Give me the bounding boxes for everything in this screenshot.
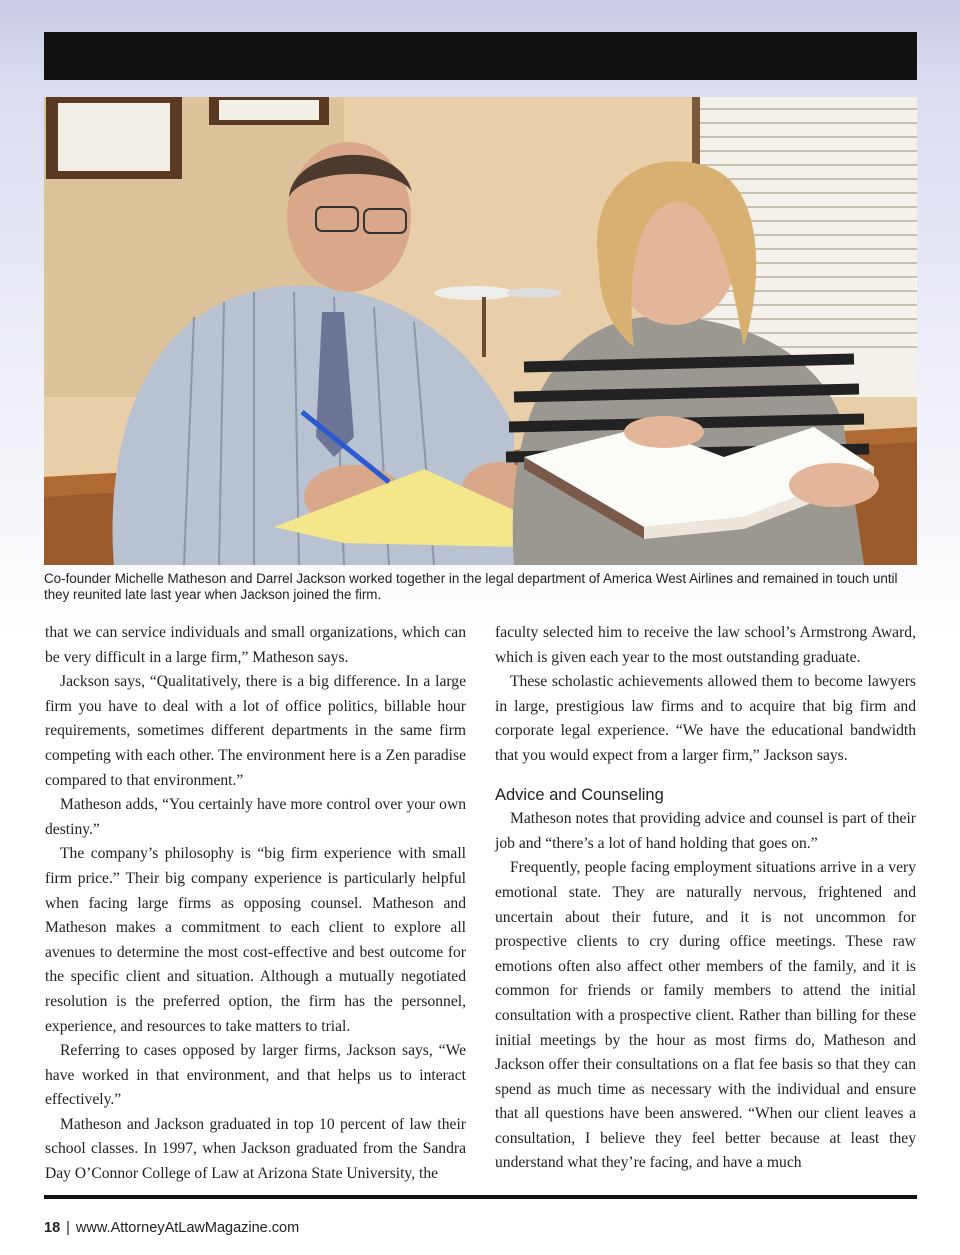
page-footer — [44, 1220, 299, 1236]
paragraph: Matheson and Jackson graduated in top 10 percent of law their school classes. In 1997, when Jackson graduated from the Sandra Day O’Connor College of Law at Arizona State University, the — [45, 1115, 466, 1183]
website-link[interactable]: www.AttorneyAtLawMagazine.com — [75, 1220, 300, 1236]
paragraph: faculty selected him to receive the law school’s Armstrong Award, which is given each year to the most outstanding graduate. — [495, 624, 916, 666]
paragraph: Frequently, people facing employment situations arrive in a very emotional state. They are naturally nervous, frightened and uncertain about their future, and it is not uncommon for prospective clients to cry during office meetings. These raw emotions often also affect other members of the family, and it is common for friends or family members to attend the initial consultation with a prospective client. Rather than billing for these initial meetings by the hour as most firms do, Matheson and Jackson offer their consultations on a flat fee basis so that they can spend as much time as necessary with the individual and ensure that all questions have been answered. “When our client leaves a consultation, I believe they feel better because at least they understand what they’re facing, and have a much — [495, 859, 916, 1172]
footer-separator: | — [66, 1220, 70, 1236]
article-column-left — [45, 621, 466, 1187]
article-photo — [44, 97, 917, 565]
photo-illustration — [44, 97, 917, 565]
footer-rule — [44, 1195, 917, 1199]
page-number: 18 — [44, 1220, 61, 1236]
paragraph: Jackson says, “Qualitatively, there is a big difference. In a large firm you have to deal with a lot of office politics, billable hour requirements, sometimes different departments in the same firm competing with each other. The environment here is a Zen paradise compared to that environment.” — [45, 673, 466, 789]
paragraph: Matheson notes that providing advice and counsel is part of their job and “there’s a lot of hand holding that goes on.” — [495, 810, 916, 852]
paragraph: Matheson adds, “You certainly have more control over your own destiny.” — [45, 796, 466, 838]
photo-caption: Co-founder Michelle Matheson and Darrel Jackson worked together in the legal department of America West Airlines and remained in touch until they reunited late last year when Jackson joined the firm. — [44, 571, 898, 602]
header-bar — [44, 32, 917, 80]
paragraph: These scholastic achievements allowed them to become lawyers in large, prestigious law firms and to acquire that big firm and corporate legal experience. “We have the educational bandwidth that you would expect from a larger firm,” Jackson says. — [495, 673, 916, 764]
paragraph: Referring to cases opposed by larger firms, Jackson says, “We have worked in that environment, and that helps us to interact effectively.” — [45, 1042, 466, 1109]
paragraph: that we can service individuals and small organizations, which can be very difficult in a large firm,” Matheson says. — [45, 624, 466, 666]
article-column-right — [495, 621, 916, 1176]
model-airplane — [434, 286, 514, 300]
section-heading: Advice and Counseling — [495, 785, 664, 804]
paragraph: The company’s philosophy is “big firm experience with small firm price.” Their big company experience is particularly helpful when facing large firms as opposing counsel. Matheson and Matheson makes a commitment to each client to explore all avenues to determine the most cost-effective and best outcome for the specific client and situation. Although a mutually negotiated resolution is the preferred option, the firm has the personnel, experience, and resources to take matters to trial. — [45, 845, 466, 1035]
